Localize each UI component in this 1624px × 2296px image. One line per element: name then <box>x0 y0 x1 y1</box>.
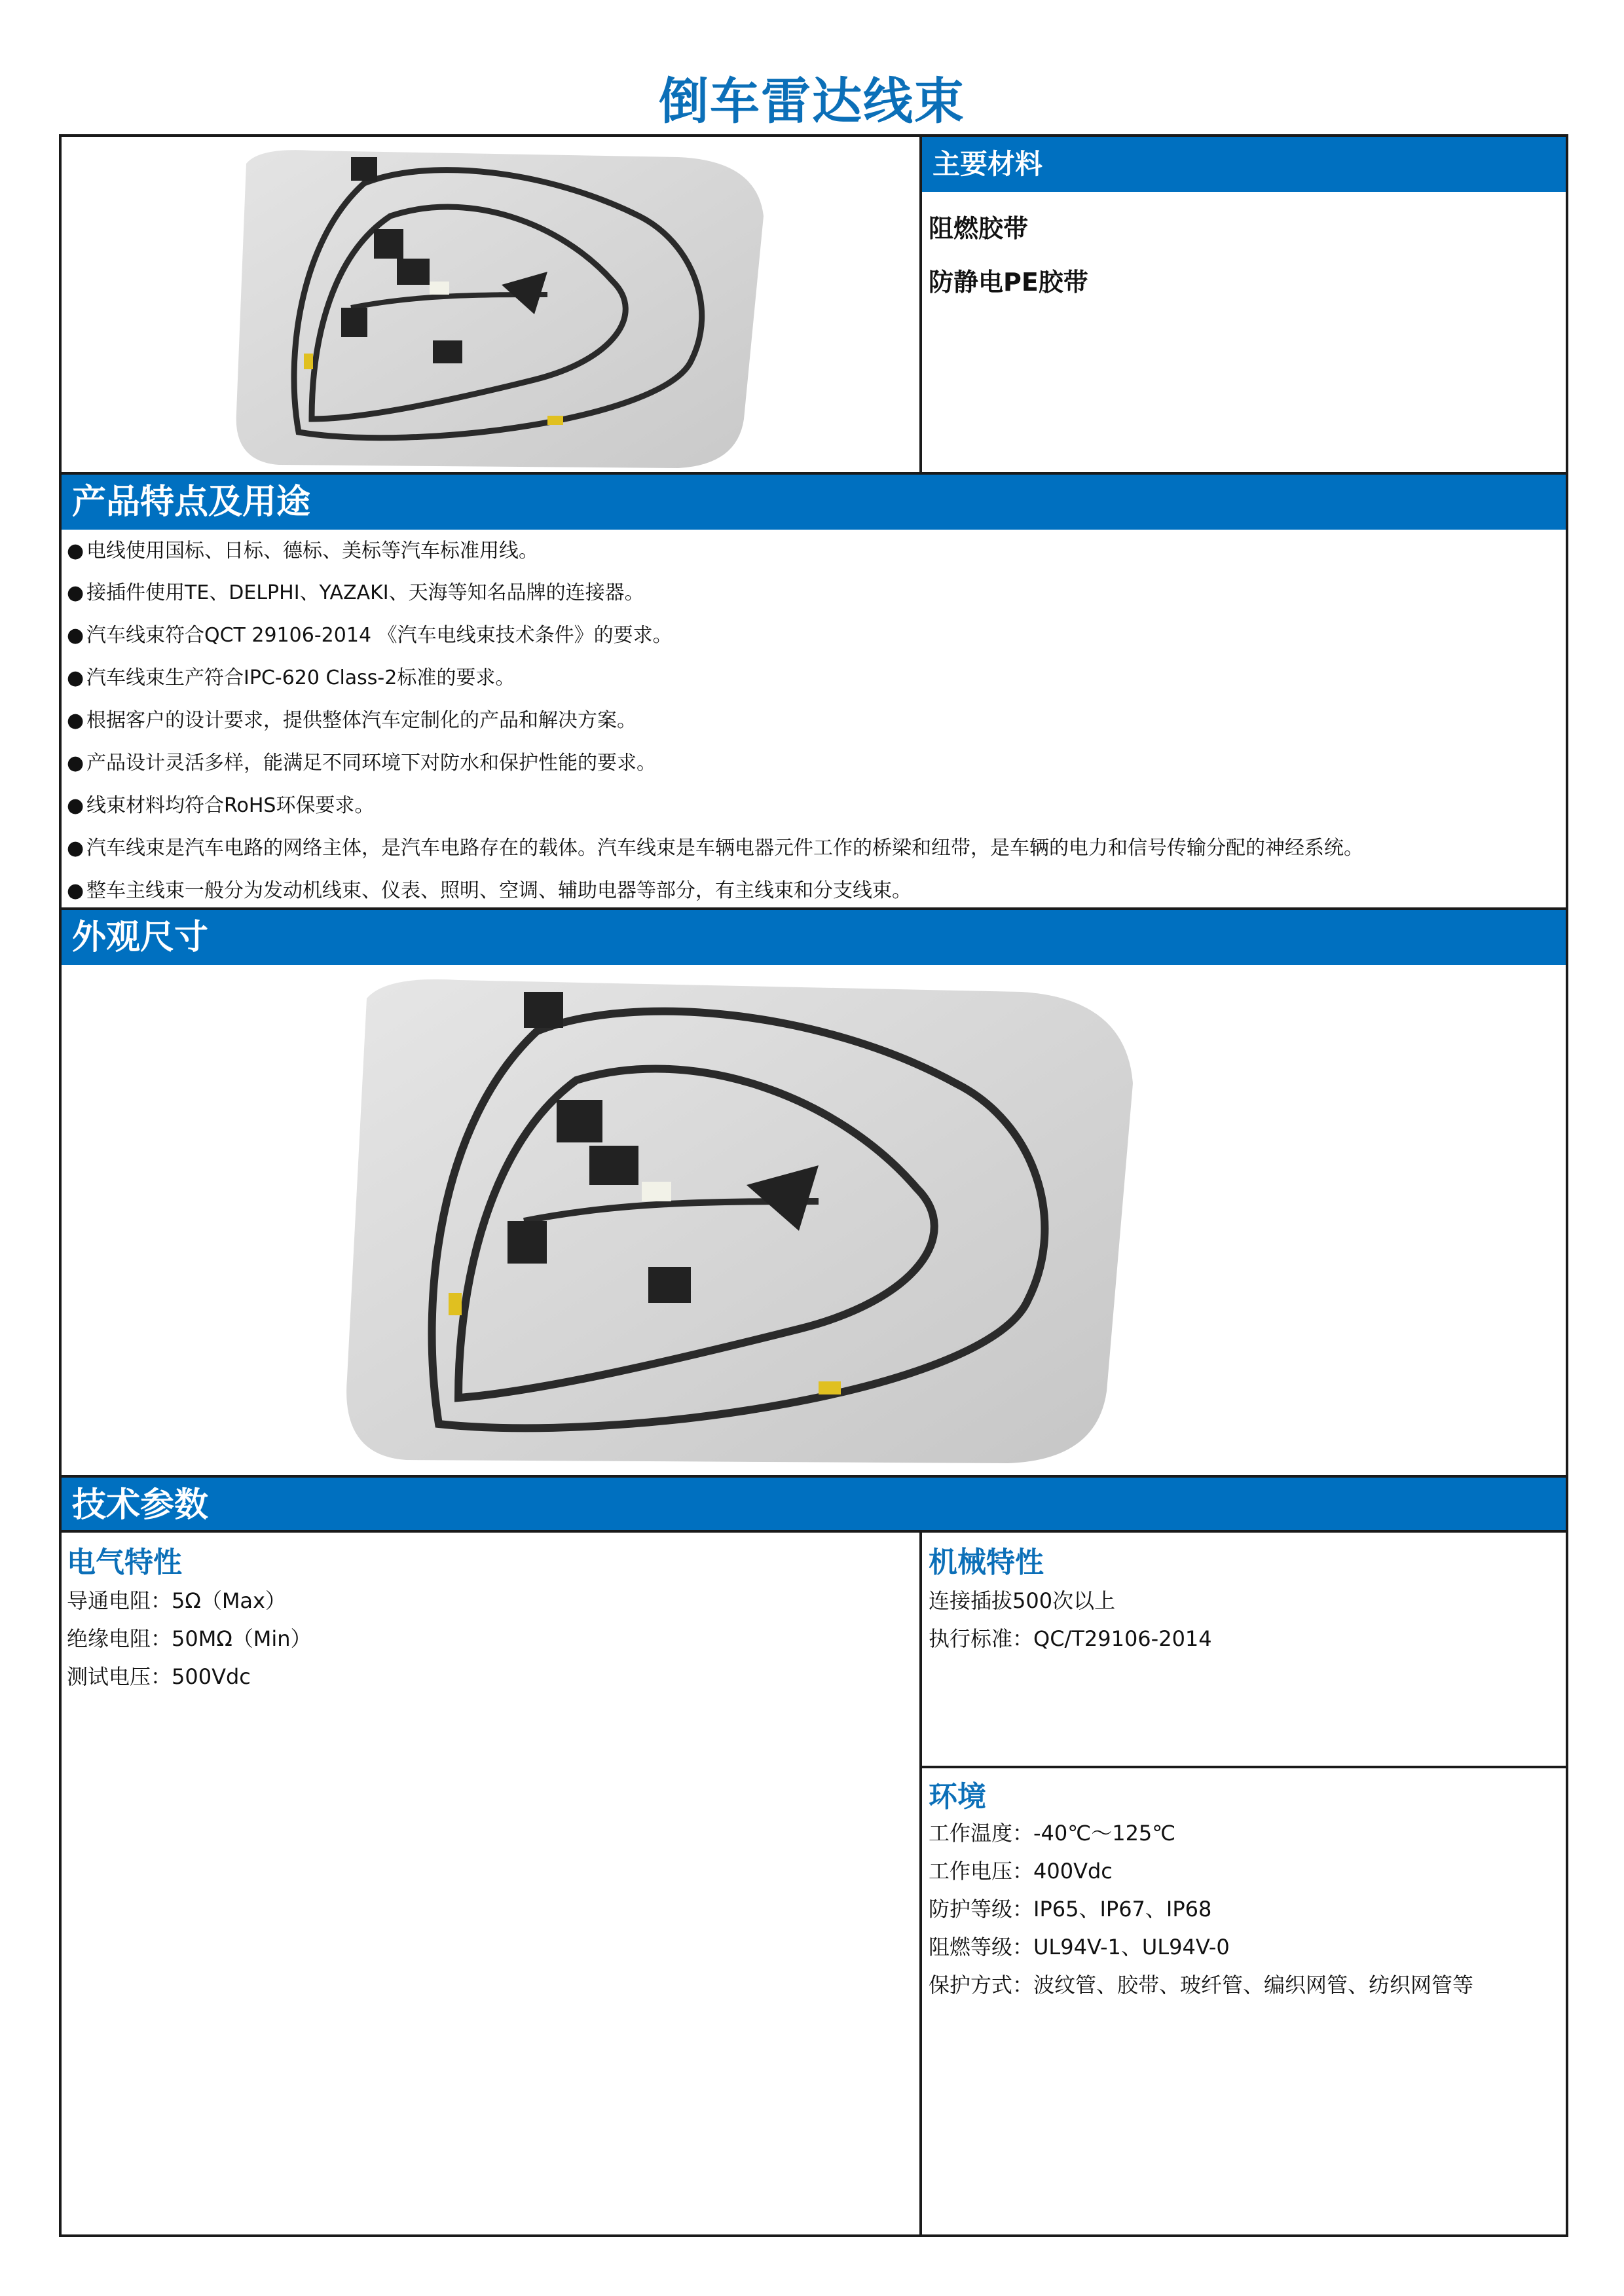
material-item: 防静电PE胶带 <box>929 268 1088 297</box>
feature-item: ● 接插件使用TE、DELPHI、YAZAKI、天海等知名品牌的连接器。 <box>67 581 644 604</box>
environment-heading: 环境 <box>929 1780 986 1813</box>
divider <box>919 1530 922 2237</box>
environment-spec: 防护等级：IP65、IP67、IP68 <box>929 1897 1212 1922</box>
dimensions-header: 外观尺寸 <box>62 910 1566 965</box>
environment-spec: 阻燃等级：UL94V-1、UL94V-0 <box>929 1935 1230 1959</box>
mechanical-spec: 执行标准：QC/T29106-2014 <box>929 1626 1212 1651</box>
feature-item: ● 产品设计灵活多样，能满足不同环境下对防水和保护性能的要求。 <box>67 752 656 774</box>
page-title: 倒车雷达线束 <box>659 72 965 130</box>
product-photo-small <box>220 144 770 471</box>
electrical-spec: 测试电压：500Vdc <box>67 1664 251 1689</box>
feature-item: ● 整车主线束一般分为发动机线束、仪表、照明、空调、辅助电器等部分，有主线束和分支线束。 <box>67 879 912 902</box>
feature-item: ● 根据客户的设计要求，提供整体汽车定制化的产品和解决方案。 <box>67 709 637 732</box>
tech-header: 技术参数 <box>62 1478 1566 1533</box>
divider <box>919 1766 1568 1768</box>
environment-spec: 保护方式：波纹管、胶带、玻纤管、编织网管、纺织网管等 <box>929 1973 1474 1997</box>
product-photo-large <box>327 972 1139 1470</box>
mechanical-spec: 连接插拔500次以上 <box>929 1588 1116 1613</box>
electrical-spec: 绝缘电阻：50MΩ（Min） <box>67 1626 312 1651</box>
electrical-heading: 电气特性 <box>67 1546 182 1579</box>
mechanical-heading: 机械特性 <box>929 1546 1044 1579</box>
divider <box>59 1530 1568 1533</box>
electrical-spec: 导通电阻：5Ω（Max） <box>67 1588 286 1613</box>
feature-item: ● 电线使用国标、日标、德标、美标等汽车标准用线。 <box>67 539 538 562</box>
features-header: 产品特点及用途 <box>62 475 1566 530</box>
feature-item: ● 汽车线束生产符合IPC-620 Class-2标准的要求。 <box>67 666 515 689</box>
feature-item: ● 线束材料均符合RoHS环保要求。 <box>67 794 375 817</box>
feature-item: ● 汽车线束是汽车电路的网络主体，是汽车电路存在的载体。汽车线束是车辆电器元件工作的桥梁和纽带，是车辆的电力和信号传输分配的神经系统。 <box>67 837 1363 860</box>
material-item: 阻燃胶带 <box>929 214 1029 243</box>
materials-header: 主要材料 <box>922 137 1566 192</box>
environment-spec: 工作温度：-40℃～125℃ <box>929 1821 1176 1846</box>
environment-spec: 工作电压：400Vdc <box>929 1859 1113 1884</box>
feature-item: ● 汽车线束符合QCT 29106-2014 《汽车电线束技术条件》的要求。 <box>67 624 673 647</box>
